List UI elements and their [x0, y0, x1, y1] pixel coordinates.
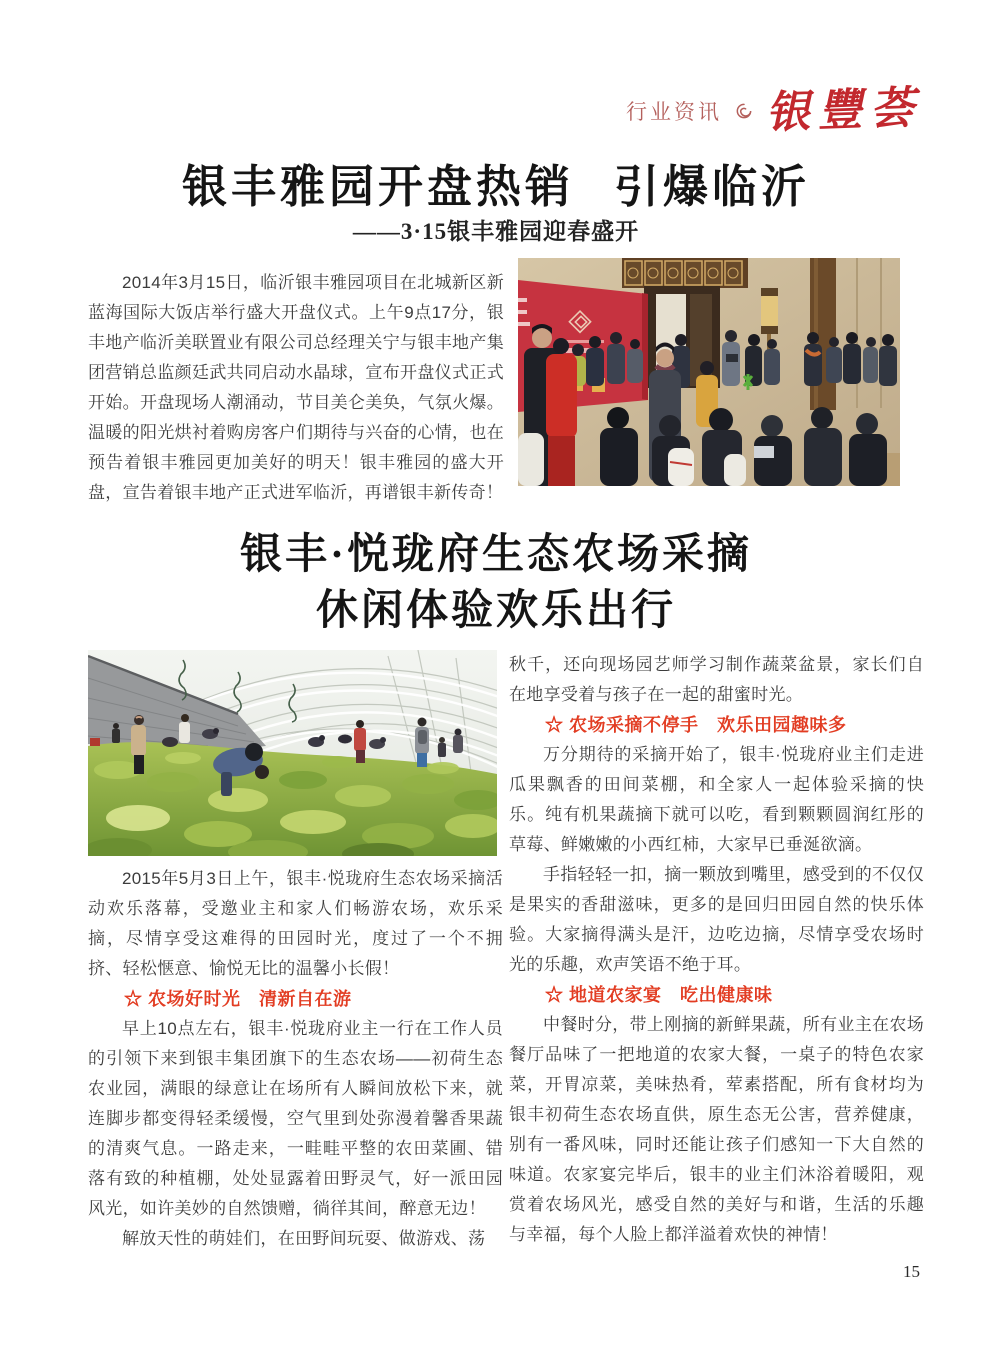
- article2-title-line1: 银丰·悦珑府生态农场采摘: [239, 532, 752, 578]
- article2-title-line2: 休闲体验欢乐出行: [315, 588, 676, 634]
- paragraph: 中餐时分，带上刚摘的新鲜果蔬，所有业主在农场餐厅品味了一把地道的农家大餐，一桌子的特色农家菜，开胃凉菜，美味热肴，荤素搭配，所有食材均为银丰初荷生态农场直供，原生态无公害，营养健康，别有一番风味，同时还能让孩子们感知一下大自然的味道。农家宴完毕后，银丰的业主们沐浴着暖阳，观赏着农场风光，感受自然的美好与和谐，生活的乐趣与幸福，每个人脸上都洋溢着欢快的神情！: [509, 1015, 924, 1244]
- article1-paragraph: 2014年3月15日，临沂银丰雅园项目在北城新区新蓝海国际大饭店举行盛大开盘仪式。上午9点17分，银丰地产临沂美联置业有限公司总经理关宁与银丰地产集团营销总监颜廷武共同启动水晶球，宣布开盘仪式正式开始。开盘现场人潮涌动，节目美仑美奂，气氛火爆。温暖的阳光烘衬着购房客户们期待与兴奋的心情，也在预告着银丰雅园更加美好的明天！银丰雅园的盛大开盘，宣告着银丰地产正式进军临沂，再谱银丰新传奇！: [88, 273, 504, 502]
- opening-ceremony-photo: [518, 258, 900, 486]
- page-header: [626, 82, 922, 140]
- article1-title: [0, 150, 992, 215]
- article2-left-column: [88, 864, 503, 1254]
- paragraph: 手指轻轻一扣，摘一颗放到嘴里，感受到的不仅仅是果实的香甜滋味，更多的是回归田园自然的快乐体验。大家摘得满头是汗，边吃边摘，尽情享受农场时光的乐趣，欢声笑语不绝于耳。: [509, 865, 924, 974]
- red-subhead-picking-fun: ☆ 农场采摘不停手 欢乐田园趣味多: [545, 715, 847, 735]
- red-subhead-farm-good-times: ☆ 农场好时光 清新自在游: [124, 989, 352, 1009]
- greenhouse-picking-photo: [88, 650, 497, 856]
- article2-title: [0, 527, 992, 639]
- paragraph: 早上10点左右，银丰·悦珑府业主一行在工作人员的引领下来到银丰集团旗下的生态农场——初荷生态农业园，满眼的绿意让在场所有人瞬间放松下来，就连脚步都变得轻柔缓慢，空气里到处弥漫着馨香果蔬的清爽气息。一路走来，一畦畦平整的农田菜圃、错落有致的种植棚，处处显露着田野灵气，好一派田园风光，如许美妙的自然馈赠，徜徉其间，醉意无边！: [88, 1019, 503, 1218]
- paragraph: 万分期待的采摘开始了，银丰·悦珑府业主们走进瓜果飘香的田间菜棚，和全家人一起体验采摘的快乐。纯有机果蔬摘下就可以吃，看到颗颗圆润红彤的草莓、鲜嫩嫩的小西红柿，大家早已垂涎欲滴。: [509, 745, 924, 854]
- article2-right-column: [509, 650, 924, 1250]
- page-number: 15: [903, 1262, 920, 1281]
- paragraph: 2015年5月3日上午，银丰·悦珑府生态农场采摘活动欢乐落幕，受邀业主和家人们畅游农场，欢乐采摘，尽情享受这难得的田园时光，度过了一个不拥挤、轻松惬意、愉悦无比的温馨小长假！: [88, 869, 503, 978]
- article1-subtitle: ——3·15银丰雅园迎春盛开: [352, 219, 640, 244]
- section-label: 行业资讯: [626, 101, 722, 124]
- red-subhead-farm-feast: ☆ 地道农家宴 吃出健康味: [545, 985, 773, 1005]
- paragraph-continuation: 秋千，还向现场园艺师学习制作蔬菜盆景，家长们自在地享受着与孩子在一起的甜蜜时光。: [509, 655, 924, 704]
- swirl-icon: [734, 101, 754, 121]
- brand-logotype: 银豐荟: [765, 82, 923, 139]
- article1-title-right: 引爆临沂: [614, 162, 811, 212]
- article1-title-left: 银丰雅园开盘热销: [181, 162, 574, 212]
- paragraph: 解放天性的萌娃们，在田野间玩耍、做游戏、荡: [122, 1229, 486, 1248]
